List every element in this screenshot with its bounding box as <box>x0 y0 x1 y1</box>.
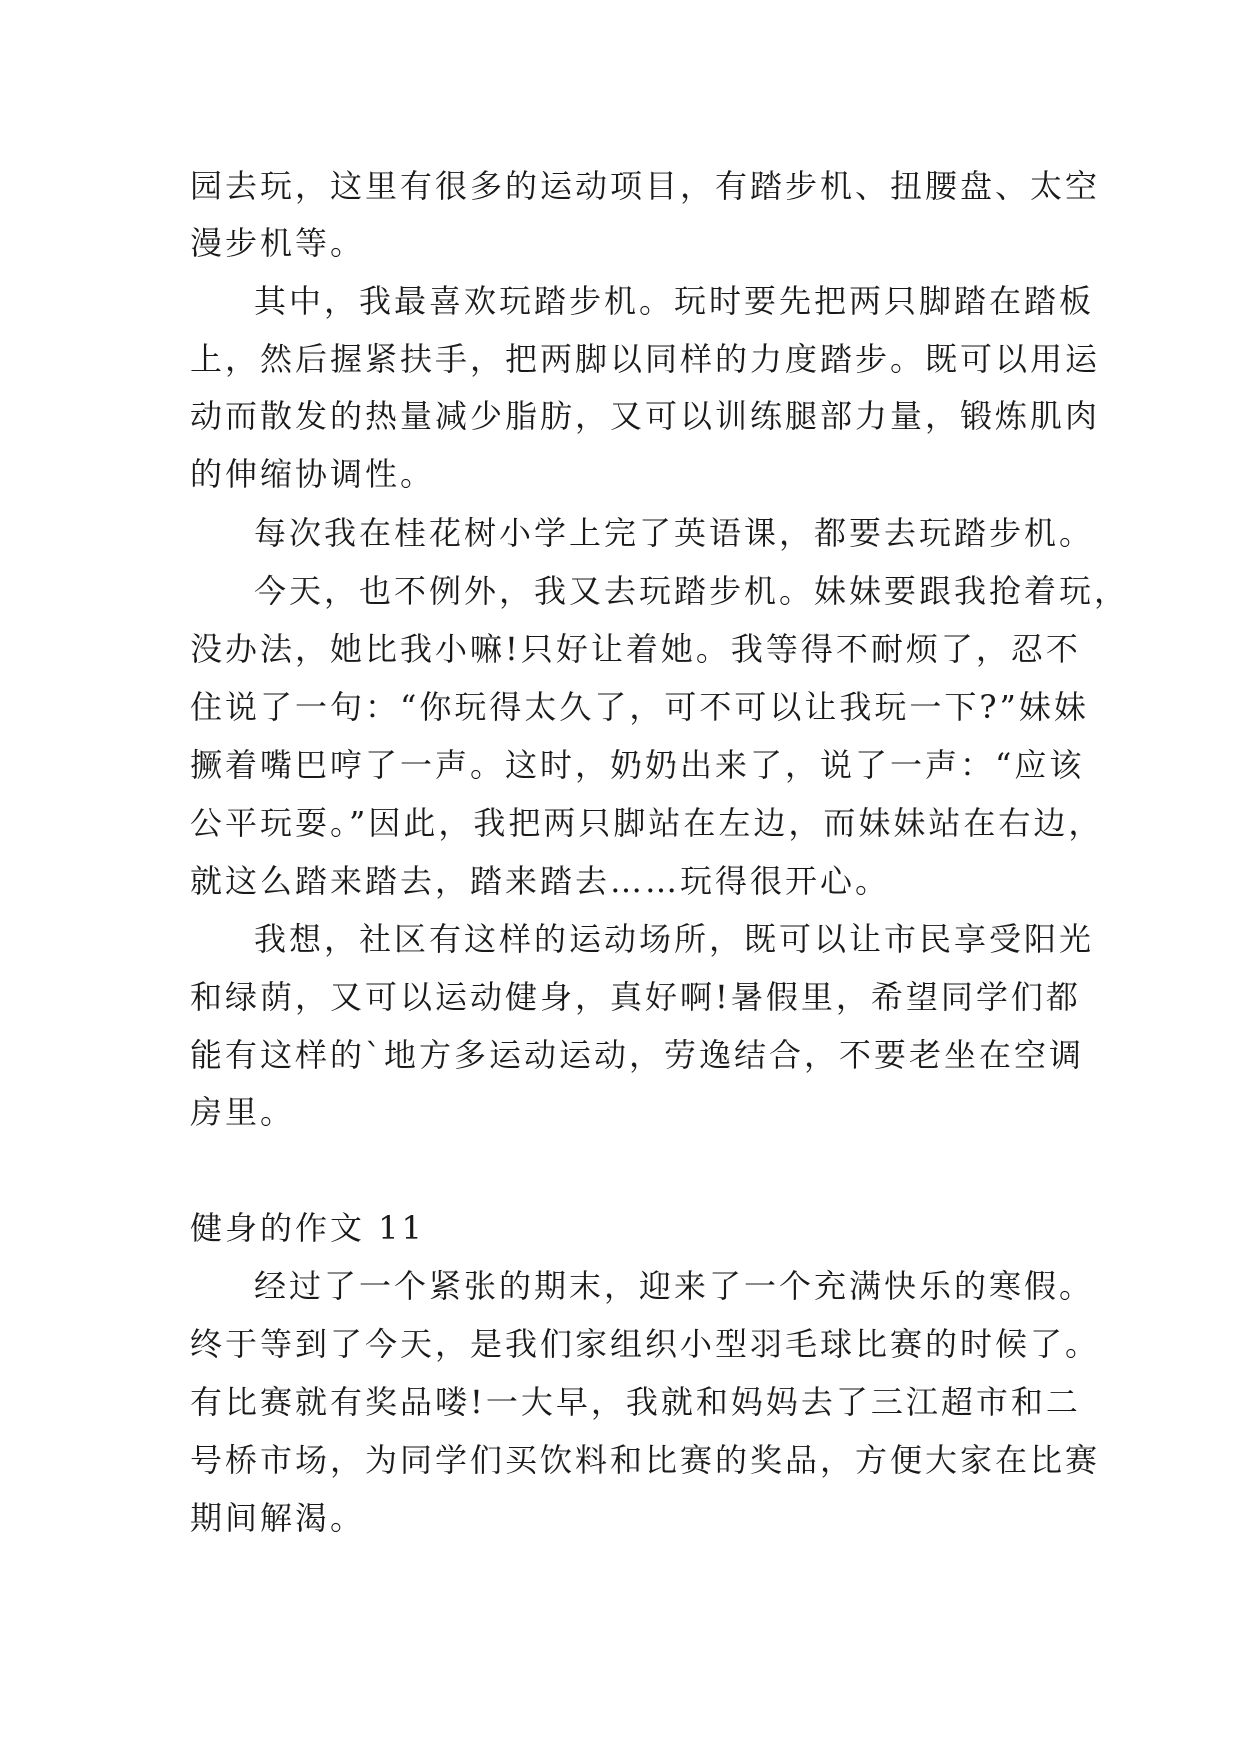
paragraph-line: 房里。 <box>190 1093 296 1131</box>
paragraph-line: 能有这样的`地方多运动运动，劳逸结合，不要老坐在空调 <box>190 1036 1085 1074</box>
paragraph-line: 撅着嘴巴哼了一声。这时，奶奶出来了，说了一声：“应该 <box>190 746 1085 784</box>
paragraph-line: 没办法，她比我小嘛!只好让着她。我等得不耐烦了，忍不 <box>190 630 1081 668</box>
paragraph-line: 经过了一个紧张的期末，迎来了一个充满快乐的寒假。 <box>254 1267 1095 1305</box>
paragraph-line: 公平玩耍。”因此，我把两只脚站在左边，而妹妹站在右边， <box>190 804 1104 842</box>
paragraph-line: 我想，社区有这样的运动场所，既可以让市民享受阳光 <box>254 920 1095 958</box>
paragraph-line: 号桥市场，为同学们买饮料和比赛的奖品，方便大家在比赛 <box>190 1441 1101 1479</box>
paragraph-line: 就这么踏来踏去，踏来踏去……玩得很开心。 <box>190 862 891 900</box>
paragraph-line: 的伸缩协调性。 <box>190 455 436 493</box>
paragraph-line: 和绿荫，又可以运动健身，真好啊!暑假里，希望同学们都 <box>190 978 1081 1016</box>
paragraph-line: 上，然后握紧扶手，把两脚以同样的力度踏步。既可以用运 <box>190 340 1101 378</box>
paragraph-line: 有比赛就有奖品喽!一大早，我就和妈妈去了三江超市和二 <box>190 1383 1081 1421</box>
paragraph-line: 今天，也不例外，我又去玩踏步机。妹妹要跟我抢着玩， <box>254 572 1130 610</box>
paragraph-line: 其中，我最喜欢玩踏步机。玩时要先把两只脚踏在踏板 <box>254 282 1095 320</box>
paragraph-line: 期间解渴。 <box>190 1499 366 1537</box>
paragraph-line: 漫步机等。 <box>190 224 366 262</box>
paragraph-line: 动而散发的热量减少脂肪，又可以训练腿部力量，锻炼肌肉 <box>190 397 1101 435</box>
paragraph-line: 终于等到了今天，是我们家组织小型羽毛球比赛的时候了。 <box>190 1325 1101 1363</box>
paragraph-line: 每次我在桂花树小学上完了英语课，都要去玩踏步机。 <box>254 514 1095 552</box>
paragraph-line: 住说了一句：“你玩得太久了，可不可以让我玩一下?”妹妹 <box>190 688 1089 726</box>
section-title: 健身的作文 11 <box>190 1209 425 1247</box>
paragraph-line: 园去玩，这里有很多的运动项目，有踏步机、扭腰盘、太空 <box>190 167 1101 205</box>
